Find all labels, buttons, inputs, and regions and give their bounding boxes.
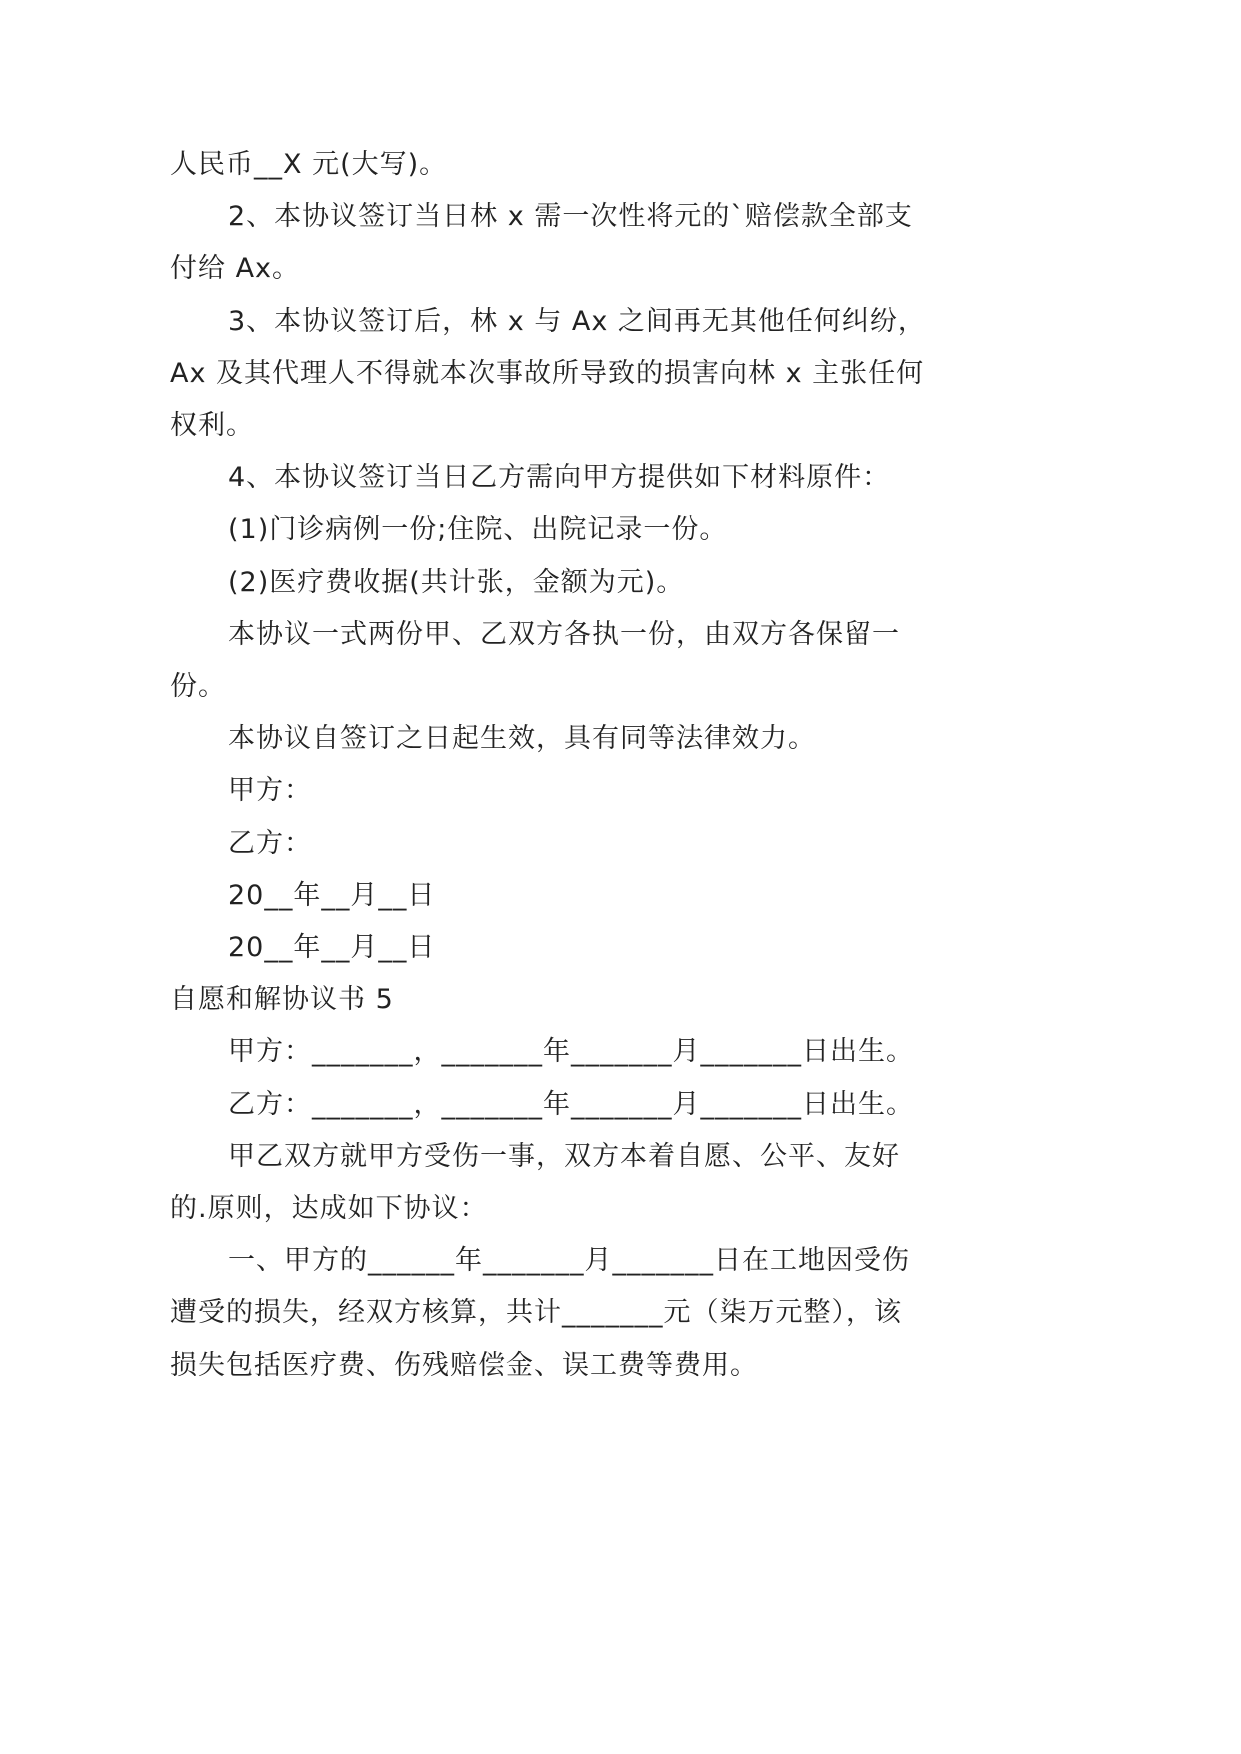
text-line: 权利。 — [170, 410, 254, 441]
text-line: 本协议自签订之日起生效，具有同等法律效力。 — [228, 723, 816, 755]
text-line: 份。 — [170, 671, 226, 702]
text-line: (1)门诊病例一份;住院、出院记录一份。 — [228, 514, 728, 546]
text-line: 20__年__月__日 — [228, 879, 436, 911]
text-line: 20__年__月__日 — [228, 932, 436, 963]
text-line: 乙方： — [228, 827, 312, 859]
text-line: 甲乙双方就甲方受伤一事，双方本着自愿、公平、友好 — [228, 1140, 900, 1172]
section-title: 自愿和解协议书 5 — [170, 984, 394, 1016]
text-line: 乙方：_______，_______年_______月_______日出生。 — [228, 1088, 914, 1120]
text-line: 甲方：_______，_______年_______月_______日出生。 — [228, 1036, 914, 1068]
text-line: 的.原则，达成如下协议： — [170, 1193, 488, 1224]
text-line: 付给 Ax。 — [170, 253, 301, 285]
text-line: 一、甲方的______年_______月_______日在工地因受伤 — [228, 1245, 910, 1277]
text-line: 本协议一式两份甲、乙双方各执一份，由双方各保留一 — [228, 618, 900, 650]
text-line: Ax 及其代理人不得就本次事故所导致的损害向林 x 主张任何 — [170, 357, 925, 389]
text-line: 甲方： — [228, 775, 312, 807]
text-line: 损失包括医疗费、伤残赔偿金、误工费等费用。 — [170, 1349, 758, 1381]
text-line: 4、本协议签订当日乙方需向甲方提供如下材料原件： — [228, 462, 891, 494]
text-line: 3、本协议签订后，林 x 与 Ax 之间再无其他任何纠纷， — [228, 305, 926, 337]
text-line: 2、本协议签订当日林 x 需一次性将元的`赔偿款全部支 — [228, 201, 913, 233]
text-line: (2)医疗费收据(共计张，金额为元)。 — [228, 566, 685, 598]
text-line: 人民币__X 元(大写)。 — [170, 149, 448, 180]
text-line: 遭受的损失，经双方核算，共计_______元（柒万元整），该 — [170, 1297, 902, 1329]
